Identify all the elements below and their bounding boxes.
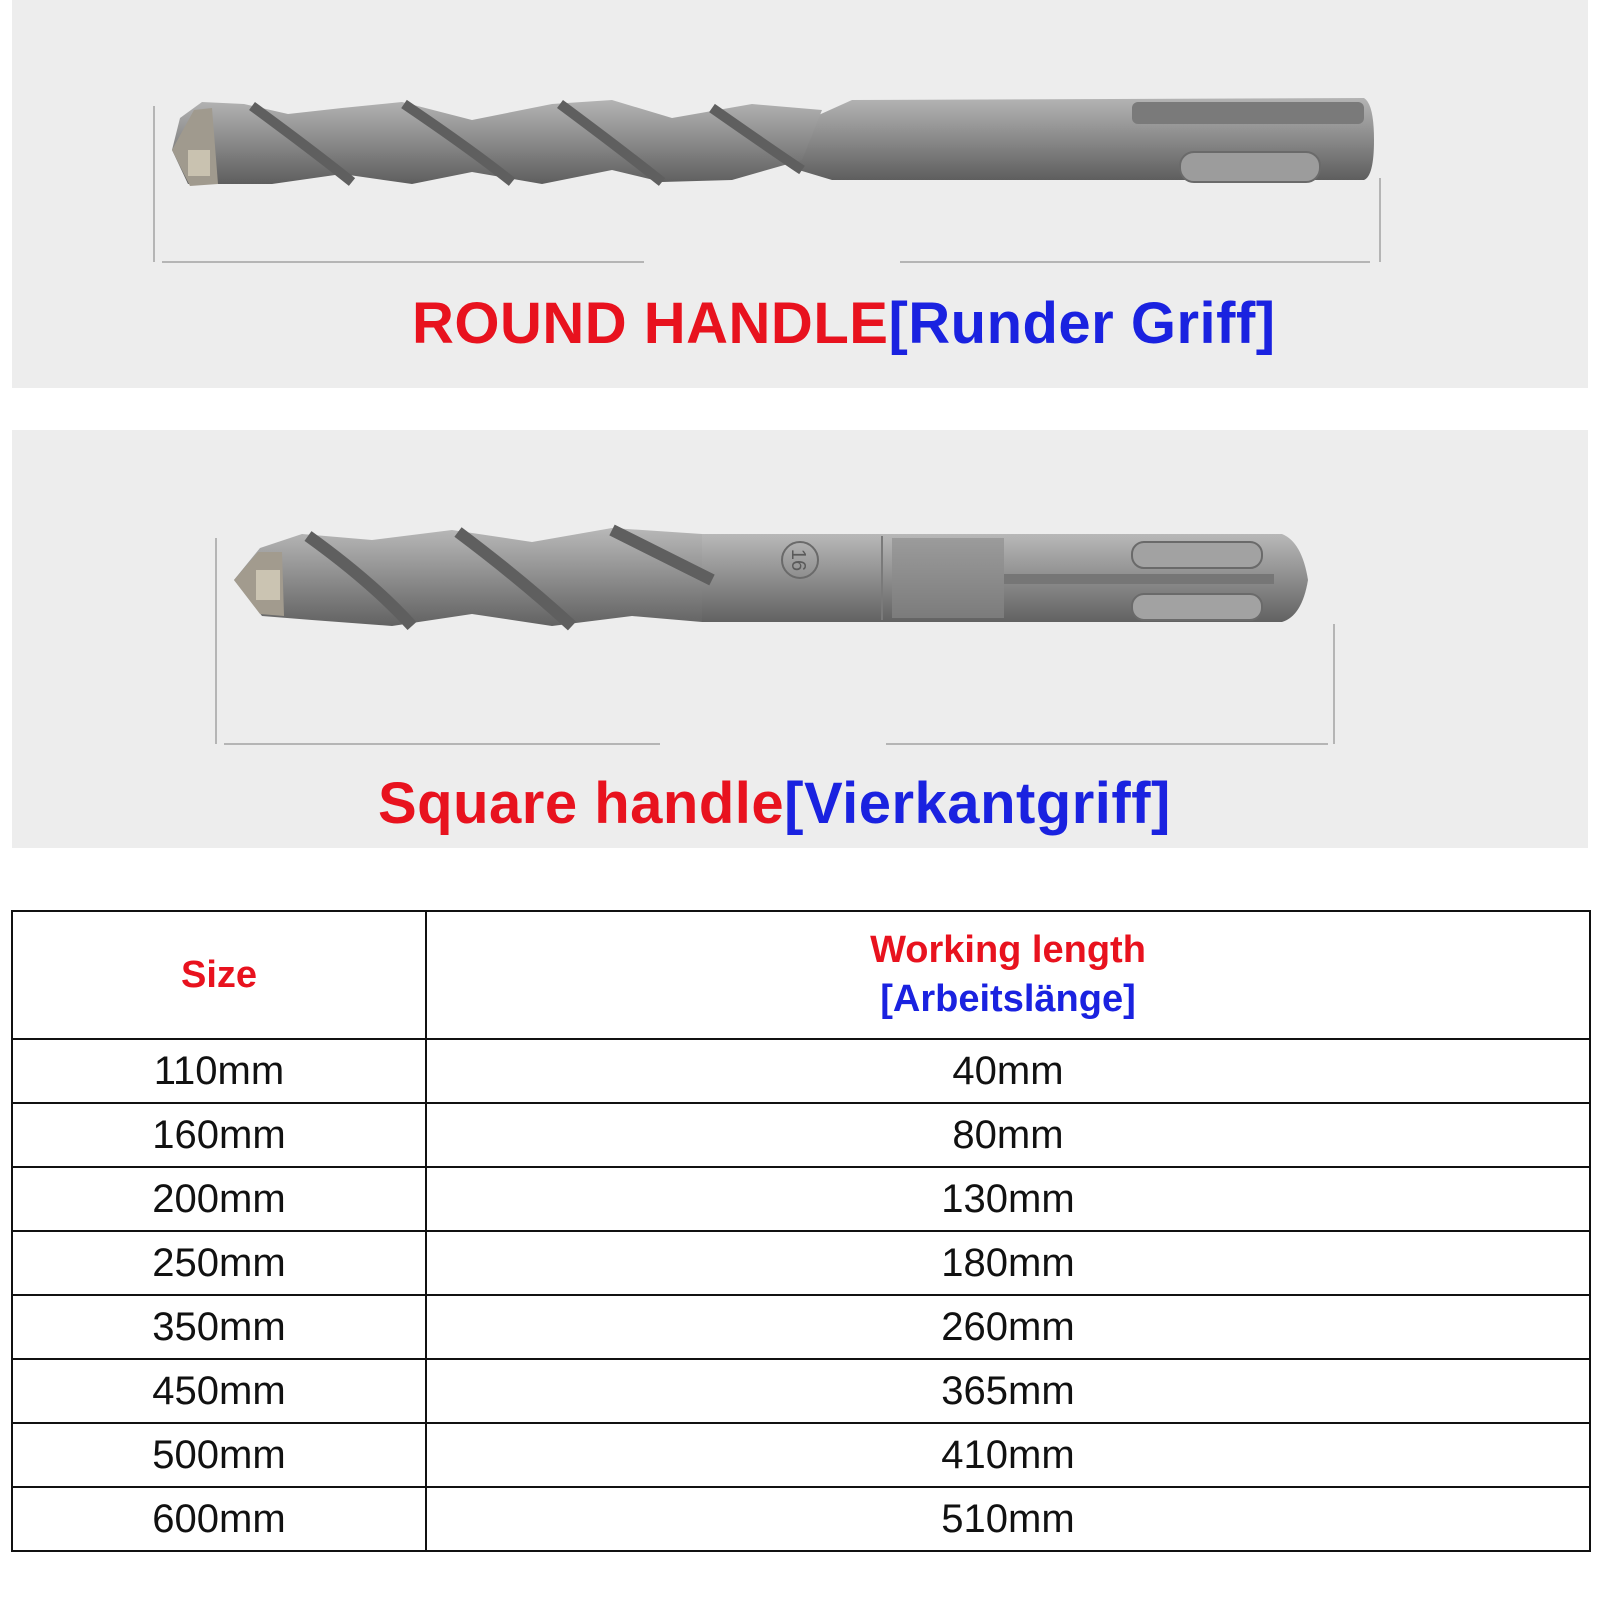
length-cell: 410mm: [426, 1423, 1590, 1487]
table-row: [12, 1231, 1590, 1295]
size-cell: 200mm: [12, 1167, 426, 1231]
round-handle-caption-de: [Runder Griff]: [888, 291, 1276, 356]
header-working-length-en: Working length: [870, 929, 1146, 971]
table-header-row: [12, 911, 1590, 1039]
table-row: [12, 1103, 1590, 1167]
size-cell: 450mm: [12, 1359, 426, 1423]
table-row: [12, 1359, 1590, 1423]
length-cell: 365mm: [426, 1359, 1590, 1423]
header-working-length-de: [Arbeitslänge]: [880, 978, 1136, 1020]
table-row: [12, 1423, 1590, 1487]
round-handle-caption-en: ROUND HANDLE: [412, 291, 889, 356]
length-cell: 80mm: [426, 1103, 1590, 1167]
size-cell: 350mm: [12, 1295, 426, 1359]
table-row: [12, 1039, 1590, 1103]
size-cell: 250mm: [12, 1231, 426, 1295]
size-cell: 500mm: [12, 1423, 426, 1487]
length-cell: 180mm: [426, 1231, 1590, 1295]
size-cell: 160mm: [12, 1103, 426, 1167]
table-row: [12, 1167, 1590, 1231]
round-handle-panel: [12, 0, 1588, 388]
length-cell: 130mm: [426, 1167, 1590, 1231]
table-row: [12, 1295, 1590, 1359]
size-cell: 600mm: [12, 1487, 426, 1551]
size-length-table: [11, 910, 1591, 1552]
square-handle-caption-de: [Vierkantgriff]: [784, 771, 1171, 836]
length-cell: 260mm: [426, 1295, 1590, 1359]
square-handle-panel: [12, 430, 1588, 848]
bit-size-marking: 16: [787, 548, 809, 572]
header-size: Size: [12, 911, 426, 1039]
size-cell: 110mm: [12, 1039, 426, 1103]
length-cell: 510mm: [426, 1487, 1590, 1551]
square-handle-caption-en: Square handle: [378, 771, 785, 836]
round-handle-caption: [412, 290, 1276, 357]
square-handle-caption: [378, 770, 1171, 837]
length-cell: 40mm: [426, 1039, 1590, 1103]
table-row: [12, 1487, 1590, 1551]
header-working-length: [426, 911, 1590, 1039]
